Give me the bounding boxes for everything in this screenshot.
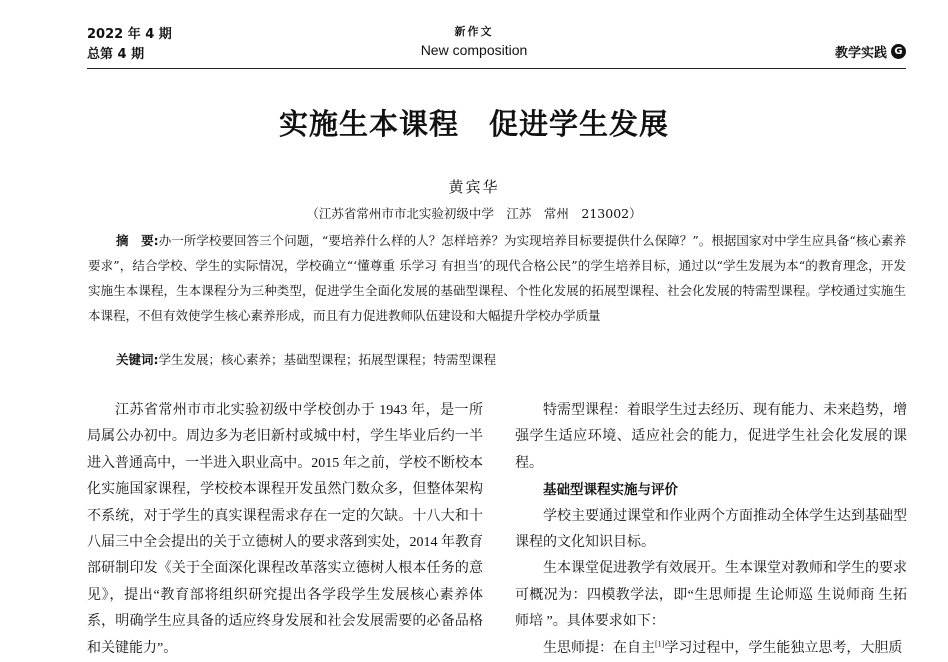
header-rule — [87, 68, 906, 69]
body-column-left — [87, 398, 483, 662]
abstract-text: 办一所学校要回答三个问题，“要培养什么样的人？怎样培养？为实现培养目标要提供什么保障？”。根据国家对中学生应具备“核心素养要求”，结合学校、学生的实际情况，学校确立“‘懂尊重 乐学习 有担当’的现代合格公民”的学生培养目标，通过以“学生发展为本“的教育理念，开发实施生本课程，生本课程分为三种类型，促进学生全面化发展的基础型课程、个性化发展的拓展型课程、社会化发展的特需型课程。学校通过实施生本课程，不但有效使学生核心素养形成，而且有力促进教师队伍建设和大幅提升学校办学质量 — [88, 233, 906, 323]
body-text: 生思师提：在自主 — [543, 640, 655, 656]
issue-year: 2022 年 4 期 — [87, 27, 172, 42]
keywords — [116, 348, 496, 372]
article-title: 实施生本课程 促进学生发展 — [278, 107, 669, 141]
body-text: 学习过程中，学生能独立思考，大胆质 — [664, 640, 903, 656]
section-label — [835, 42, 906, 61]
journal-name-cn: 新作文 — [454, 25, 494, 38]
journal-name — [0, 24, 948, 60]
author-name: 黄宾华 — [448, 178, 500, 196]
keywords-text: 学生发展；核心素养；基础型课程；拓展型课程；特需型课程 — [158, 352, 497, 367]
body-paragraph: 学校主要通过课堂和作业两个方面推动全体学生达到基础型课程的文化知识目标。 — [515, 508, 907, 551]
abstract — [88, 228, 906, 328]
body-paragraph — [515, 636, 907, 662]
author-affiliation: （江苏省常州市市北实验初级中学 江苏 常州 213002） — [306, 206, 642, 221]
keywords-label: 关键词: — [116, 352, 159, 367]
issue-total: 总第 4 期 — [87, 47, 145, 62]
body-paragraph: 特需型课程：着眼学生过去经历、现有能力、未来趋势，增强学生适应环境、适应社会的能力，促进学生社会化发展的课程。 — [515, 403, 907, 471]
body-column-right — [515, 398, 907, 662]
journal-name-en: New composition — [420, 42, 528, 58]
section-heading: 基础型课程实施与评价 — [543, 482, 678, 499]
abstract-label: 摘 要: — [116, 233, 159, 248]
section-name: 教学实践 — [834, 46, 887, 61]
body-paragraph: 生本课堂促进教学有效展开。生本课堂对教师和学生的要求可概况为：四模教学法，即“生思师提 生论师巡 生说师商 生拓师培 ”。具体要求如下： — [515, 561, 907, 630]
citation-ref: [1] — [655, 639, 665, 648]
body-paragraph: 江苏省常州市市北实验初级中学校创办于 1943 年，是一所局属公办初中。周边多为老旧新村或城中村，学生毕业后约一半进入普通高中，一半进入职业高中。2015 年之前，学校不断校本化实施国家课程，学校校本课程开发虽然门数众多，但整体架构不系统，对于学生的真实课程需求存在一定的欠缺。十八大和十八届三中全会提出的关于立德树人的要求落到实处，2014 年教育部研制印发《关于全面深化课程改革落实立德树人根本任务的意见》，提出“教育部将组织研究提出各学段学生发展核心素养体系，明确学生应具备的适应终身发展和社会发展需要的必备品格和关键能力”。 — [87, 403, 483, 656]
section-g-icon: G — [891, 44, 906, 59]
